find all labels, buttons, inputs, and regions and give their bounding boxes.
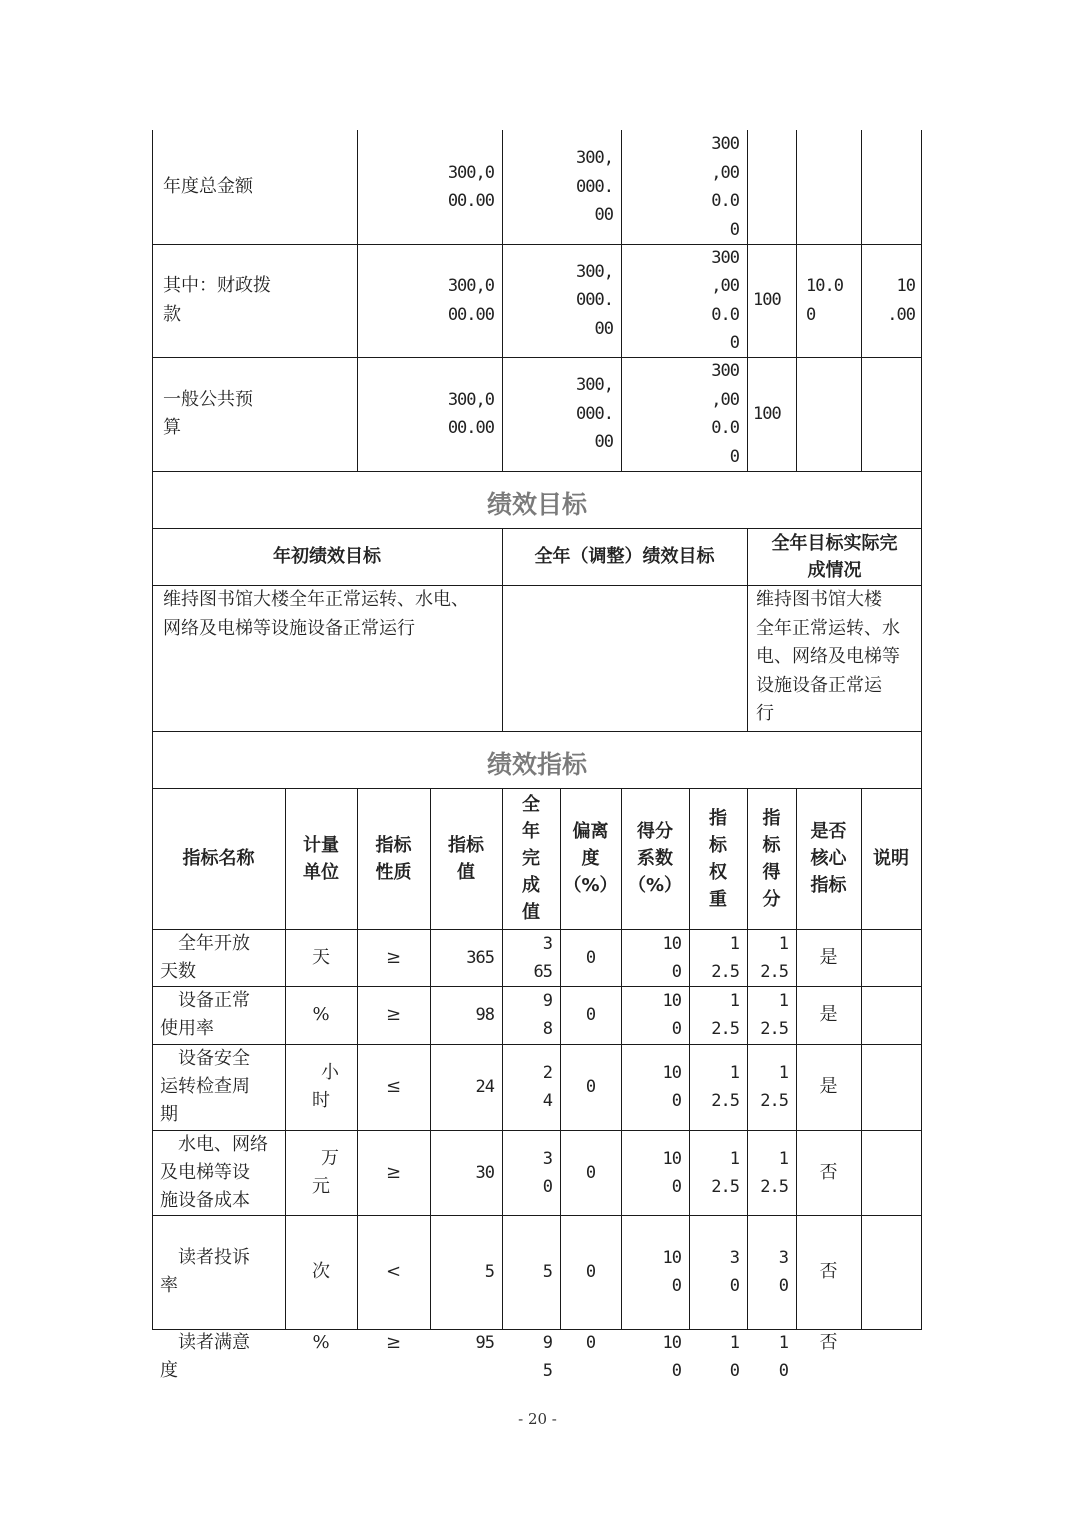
indicator-actual: 9 8 — [542, 991, 552, 1039]
indicator-weight: 1 2.5 — [711, 933, 739, 982]
indicator-value: 98 — [475, 1005, 494, 1025]
table-border-left — [152, 130, 153, 1330]
goals-header-adjusted: 全年（调整）绩效目标 — [534, 546, 715, 567]
indicator-actual: 9 5 — [542, 1333, 552, 1381]
budget-adjusted: 300, 000. 00 — [576, 375, 613, 453]
indicator-score: 1 2.5 — [760, 1063, 788, 1111]
indicator-name: 水电、网络 及电梯等设 施设备成本 — [160, 1133, 268, 1211]
indicator-deviation: 0 — [585, 1077, 596, 1097]
indicator-unit: 天 — [312, 946, 330, 968]
indicator-coef: 10 0 — [662, 1063, 681, 1111]
indicator-weight: 3 0 — [729, 1248, 739, 1296]
indicator-coef: 10 0 — [662, 1148, 681, 1197]
row-divider — [152, 731, 922, 732]
budget-initial: 300,0 00.00 — [447, 389, 494, 438]
budget-score: 10 .00 — [887, 276, 915, 325]
indicator-note — [869, 929, 913, 986]
budget-rate: 100 — [753, 290, 781, 311]
indicator-note — [869, 1215, 913, 1329]
header-score: 指 标 得 分 — [762, 807, 781, 910]
page-number: - 20 - — [518, 1410, 557, 1428]
indicator-unit: % — [312, 1332, 330, 1353]
indicator-nature: ≤ — [385, 1076, 402, 1097]
header-indicator-name: 指标名称 — [182, 848, 255, 869]
indicator-score: 1 2.5 — [760, 991, 788, 1039]
indicator-note — [869, 986, 913, 1044]
indicator-deviation: 0 — [585, 1333, 596, 1353]
budget-actual: 300 ,00 0.0 0 — [711, 134, 739, 240]
budget-rate: 100 — [753, 403, 781, 424]
indicator-unit: 小 时 — [312, 1062, 339, 1111]
indicator-core: 是 — [819, 946, 838, 968]
indicator-name: 设备正常 使用率 — [160, 990, 250, 1039]
budget-adjusted: 300, 000. 00 — [576, 148, 613, 226]
indicator-score: 3 0 — [778, 1248, 788, 1296]
indicator-weight: 1 0 — [729, 1333, 739, 1381]
header-target-value: 指标 值 — [448, 834, 484, 883]
indicator-name: 读者满意 度 — [160, 1332, 250, 1381]
col-divider — [796, 130, 797, 471]
header-nature: 指标 性质 — [375, 834, 412, 883]
budget-initial: 300,0 00.00 — [447, 276, 494, 325]
indicator-coef: 10 0 — [662, 933, 681, 982]
indicator-nature: ≥ — [385, 1161, 402, 1183]
indicator-note — [869, 1044, 913, 1130]
indicator-name: 全年开放 天数 — [160, 932, 250, 982]
indicator-nature: ≥ — [385, 946, 402, 968]
goals-actual-text: 维持图书馆大楼 全年正常运转、水 电、网络及电梯等 设施设备正常运 行 — [756, 589, 900, 724]
indicator-core: 否 — [819, 1161, 838, 1183]
indicator-coef: 10 0 — [662, 1248, 681, 1296]
indicator-unit: 次 — [312, 1261, 330, 1282]
indicator-weight: 1 2.5 — [711, 1148, 739, 1197]
goals-header-actual: 全年目标实际完 成情况 — [771, 532, 898, 581]
indicator-coef: 10 0 — [662, 1333, 681, 1381]
indicator-score: 1 2.5 — [760, 933, 788, 982]
indicator-value: 30 — [475, 1162, 494, 1183]
header-weight: 指 标 权 重 — [709, 807, 727, 910]
col-divider — [747, 130, 748, 471]
budget-row-label: 年度总金额 — [163, 175, 253, 197]
indicator-value: 5 — [484, 1262, 494, 1282]
indicator-weight: 1 2.5 — [711, 1063, 739, 1111]
budget-row-label: 一般公共预 算 — [163, 388, 253, 438]
indicator-name: 读者投诉 率 — [160, 1247, 250, 1296]
indicator-core: 是 — [819, 1076, 838, 1097]
header-annual-actual: 全 年 完 成 值 — [522, 794, 540, 923]
indicator-nature: ≥ — [385, 1004, 402, 1025]
indicator-weight: 1 2.5 — [711, 991, 739, 1039]
indicator-nature: < — [385, 1261, 402, 1282]
goals-header-initial: 年初绩效目标 — [273, 546, 381, 567]
budget-weight: 10.0 0 — [806, 276, 843, 325]
indicator-core: 是 — [819, 1004, 838, 1025]
indicator-deviation: 0 — [585, 947, 596, 968]
header-deviation: 偏离 度 （%） — [563, 821, 618, 896]
indicator-unit: % — [312, 1004, 330, 1025]
table-border-right — [921, 130, 922, 1330]
indicator-deviation: 0 — [585, 1162, 596, 1183]
indicator-name: 设备安全 运转检查周 期 — [160, 1048, 250, 1125]
goals-section-title: 绩效目标 — [486, 490, 587, 519]
header-is-core: 是否 核心 指标 — [810, 821, 847, 896]
indicator-actual: 5 — [542, 1262, 552, 1282]
indicator-unit: 万 元 — [312, 1147, 339, 1197]
indicator-value: 365 — [466, 947, 494, 968]
indicator-deviation: 0 — [585, 1005, 596, 1025]
indicator-value: 24 — [475, 1077, 494, 1097]
indicator-nature: ≥ — [385, 1332, 402, 1353]
indicator-score: 1 2.5 — [760, 1148, 788, 1197]
indicators-section-title: 绩效指标 — [486, 750, 587, 779]
header-unit: 计量 单位 — [303, 834, 339, 883]
indicator-actual: 3 65 — [533, 933, 552, 982]
budget-actual: 300 ,00 0.0 0 — [711, 361, 739, 467]
indicator-core: 否 — [819, 1261, 838, 1282]
indicator-actual: 2 4 — [542, 1063, 552, 1111]
budget-row-label: 其中：财政拨 款 — [163, 275, 271, 325]
indicator-deviation: 0 — [585, 1262, 596, 1282]
row-divider — [152, 471, 922, 472]
budget-actual: 300 ,00 0.0 0 — [711, 247, 739, 353]
indicator-score: 1 0 — [778, 1333, 788, 1381]
budget-adjusted: 300, 000. 00 — [576, 261, 613, 339]
indicator-value: 95 — [475, 1333, 494, 1353]
indicator-coef: 10 0 — [662, 991, 681, 1039]
indicator-core: 否 — [819, 1332, 838, 1353]
indicator-note — [869, 1130, 913, 1215]
header-score-coef: 得分 系数 （%） — [627, 821, 683, 896]
header-note: 说明 — [873, 848, 909, 869]
budget-initial: 300,0 00.00 — [447, 162, 494, 211]
goals-initial-text: 维持图书馆大楼全年正常运转、水电、 网络及电梯等设施设备正常运行 — [163, 589, 469, 639]
indicator-actual: 3 0 — [542, 1148, 552, 1197]
